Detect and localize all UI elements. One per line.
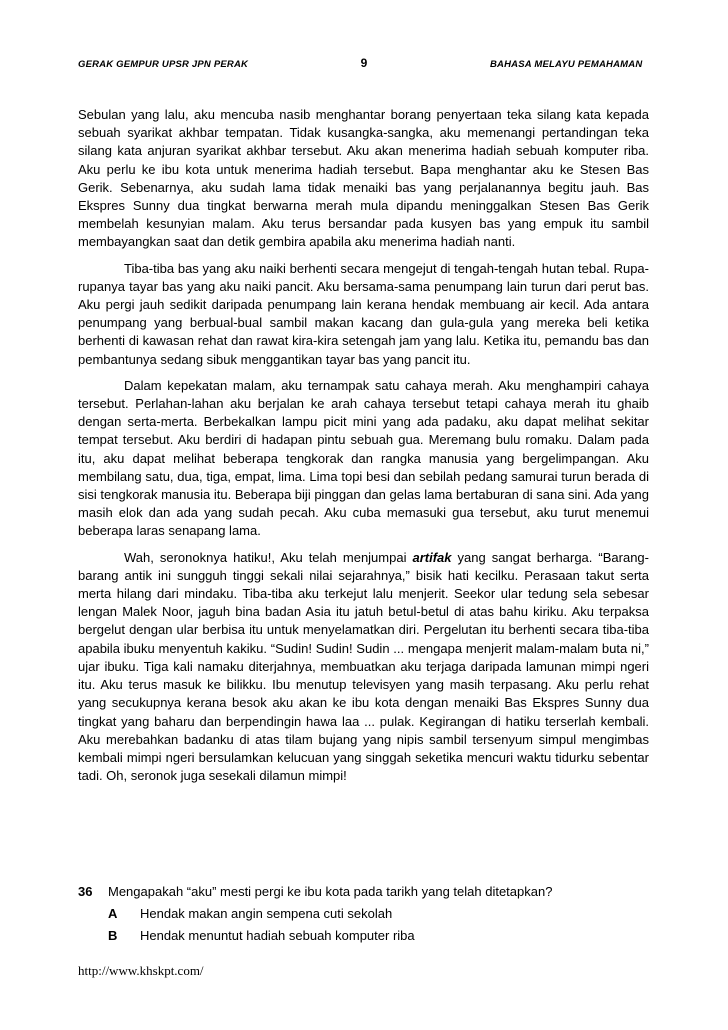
question-number: 36 — [78, 884, 93, 899]
keyword-artifak: artifak — [412, 549, 452, 565]
paragraph-4-lead: Wah, seronoknya hatiku!, Aku telah menjumpai — [124, 549, 413, 565]
passage-paragraph-2: Tiba-tiba bas yang aku naiki berhenti secara mengejut di tengah-tengah hutan tebal. Rupa-rupanya tayar bas yang aku naiki pancit. Aku bersama-sama penumpang lain turun dari perut bas. Aku pergi jauh sedikit daripada penumpang lain kerana hendak membuang air kecil. Ada antara penumpang yang berbual-bual sambil makan kacang dan gula-gula yang mereka beli ketika berhenti di kawasan rehat dan rawat kira-kira setengah jam yang lalu. Ketika itu, pemandu bas dan pembantunya sedang sibuk menggantikan tayar bas yang pancit itu. — [78, 260, 649, 367]
option-text: Hendak makan angin sempena cuti sekolah — [140, 906, 393, 921]
question-stem: Mengapakah “aku” mesti pergi ke ibu kota pada tarikh yang telah ditetapkan? — [108, 884, 553, 899]
question-stem-row — [78, 884, 658, 906]
passage-paragraph-1: Sebulan yang lalu, aku mencuba nasib menghantar borang penyertaan teka silang kata kepada sebuah syarikat akhbar tempatan. Tidak kusangka-sangka, aku memenangi pertandingan teka silang kata anjuran syarikat akhbar tersebut. Aku akan menerima hadiah sebuah komputer riba. Aku perlu ke ibu kota untuk menerima hadiah tersebut. Bapa menghantar aku ke Stesen Bas Gerik. Sebenarnya, aku sudah lama tidak menaiki bas yang perjalanannya begitu jauh. Bas Ekspres Sunny dua tingkat berwarna merah mula dipandu meninggalkan Stesen Bas Gerik membelah kesunyian malam. Aku terus bersandar pada kusyen bas yang empuk itu sambil membayangkan saat dan detik gembira apabila aku menerima hadiah nanti. — [78, 107, 649, 250]
passage-paragraph-4 — [78, 549, 649, 786]
passage-paragraph-3: Dalam kepekatan malam, aku ternampak satu cahaya merah. Aku menghampiri cahaya tersebut. Perlahan-lahan aku berjalan ke arah cahaya tersebut tetapi cahaya merah itu ghaib dengan serta-merta. Berbekalkan lampu picit mini yang ada padaku, aku dapat melihat sekitar tempat tersebut. Aku berdiri di hadapan pintu sebuah gua. Meremang bulu romaku. Dalam pada itu, aku dapat melihat beberapa tengkorak dan rangka manusia yang bergelimpangan. Aku membilang satu, dua, tiga, empat, lima. Lima topi besi dan sebilah pedang samurai turun berada di sisi tengkorak manusia itu. Beberapa biji pinggan dan gelas lama bertaburan di sana sini. Ada yang masih elok dan ada yang sudah pecah. Aku cuba memasuki gua tersebut, aku turut menemui beberapa laras senapang lama. — [78, 377, 649, 539]
option-letter: B — [108, 928, 118, 943]
option-a[interactable] — [78, 906, 658, 928]
option-text: Hendak menuntut hadiah sebuah komputer riba — [140, 928, 415, 943]
option-letter: A — [108, 906, 118, 921]
paragraph-4-rest: yang sangat berharga. “Barang-barang antik ini sungguh tinggi sekali nilai sejarahnya,” bisik hati kecilku. Perasaan takut serta merta hilang dari mindaku. Tiba-tiba aku terkejut lalu menjerit. Seekor ular tedung sela sebesar lengan Malek Noor, jaguh bina badan Asia itu jatuh betul-betul di atas bahu kiriku. Aku terpaksa bergelut dengan ular berbisa itu untuk menyelamatkan diri. Pergelutan itu berhenti secara tiba-tiba apabila ibuku menyentuh kakiku. “Sudin! Sudin! Sudin ... mengapa menjerit malam-malam buta ni,” ujar ibuku. Tiga kali namaku diterjahnya, membuatkan aku terjaga daripada lamunan mimpi ngeri itu. Aku terus masuk ke bilikku. Ibu menutup televisyen yang masih terpasang. Aku perlu rehat yang secukupnya kerana besok aku akan ke ibu kota dengan menaiki Bas Ekspres Sunny dua tingkat yang baharu dan berpendingin hawa laa ... pulak. Kegirangan di hatiku terserlah kembali. Aku merebahkan badanku di atas tilam bujang yang nipis sambil tersenyum simpul mengimbas kembali mimpi ngeri bersulamkan kelucuan yang singgah seketika mencuri waktu tidurku sebentar tadi. Oh, seronok juga sesekali dilamun mimpi! — [78, 549, 649, 784]
option-b[interactable] — [78, 928, 658, 950]
header-left-title: GERAK GEMPUR UPSR JPN PERAK — [78, 59, 249, 70]
page-number: 9 — [360, 56, 368, 70]
passage — [78, 106, 649, 793]
header-right-title: BAHASA MELAYU PEMAHAMAN — [490, 59, 643, 70]
question-36 — [78, 884, 658, 950]
footer-url-link[interactable]: http://www.khskpt.com/ — [78, 963, 204, 978]
